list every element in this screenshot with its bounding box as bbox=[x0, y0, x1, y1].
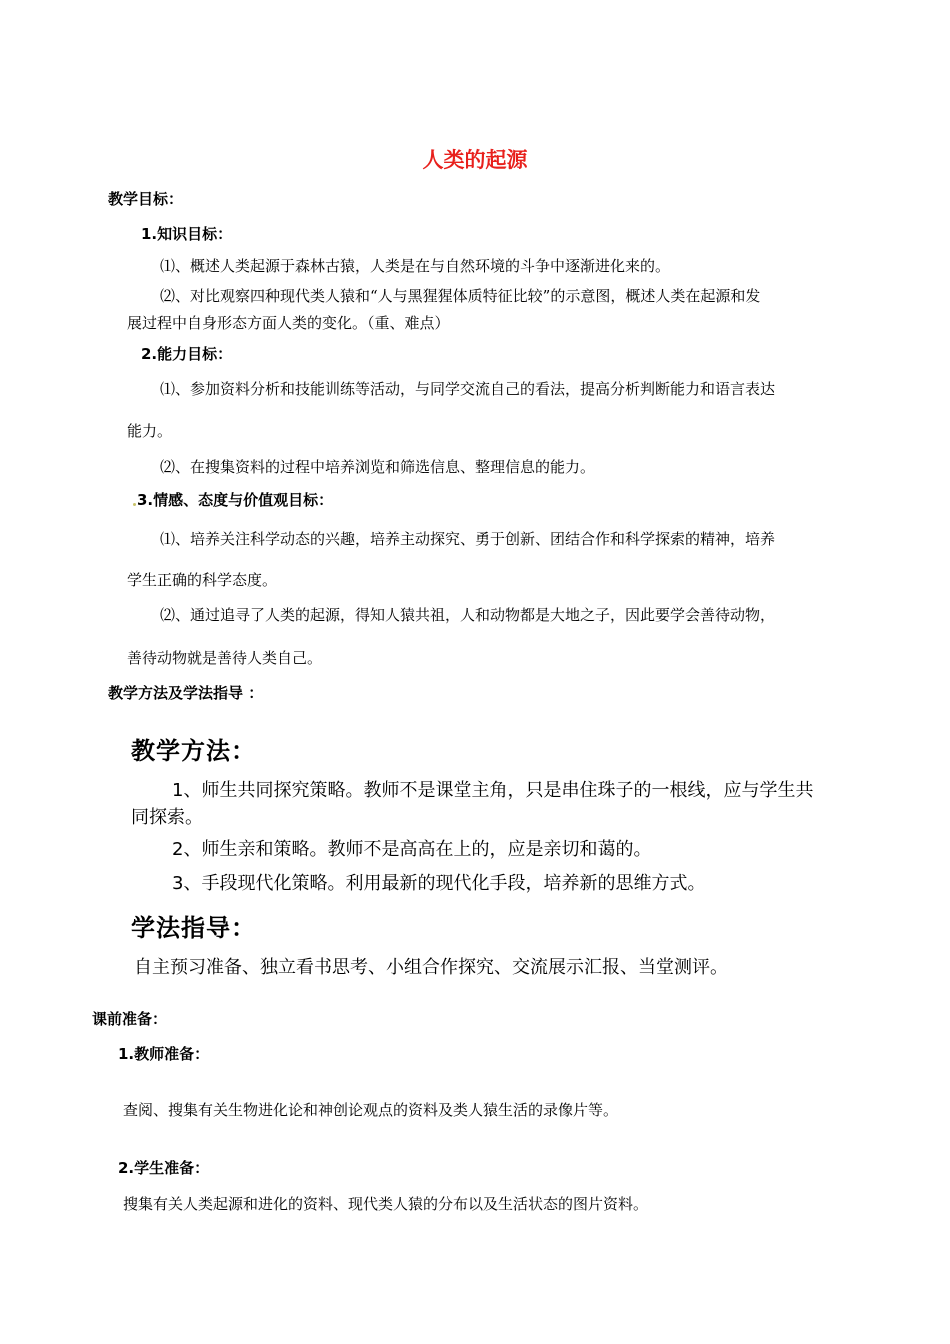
emotion-item-1-line-2: 学生正确的科学态度。 bbox=[127, 571, 278, 589]
study-guidance-text: 自主预习准备、独立看书思考、小组合作探究、交流展示汇报、当堂测评。 bbox=[134, 957, 728, 978]
teacher-prep-heading: 1.教师准备： bbox=[118, 1045, 210, 1063]
knowledge-item-1: ⑴、概述人类起源于森林古猿，人类是在与自然环境的斗争中逐渐进化来的。 bbox=[160, 257, 671, 275]
student-prep-text: 搜集有关人类起源和进化的资料、现代类人猿的分布以及生活状态的图片资料。 bbox=[123, 1195, 649, 1213]
ability-item-1-line-1: ⑴、参加资料分析和技能训练等活动，与同学交流自己的看法，提高分析判断能力和语言表达 bbox=[160, 380, 776, 398]
method-2: 2、师生亲和策略。教师不是高高在上的，应是亲切和蔼的。 bbox=[172, 839, 652, 860]
method-3: 3、手段现代化策略。利用最新的现代化手段，培养新的思维方式。 bbox=[172, 873, 706, 894]
study-guidance-heading: 学法指导： bbox=[131, 914, 256, 942]
emotion-item-1-line-1: ⑴、培养关注科学动态的兴趣，培养主动探究、勇于创新、团结合作和科学探索的精神，培养 bbox=[160, 530, 776, 548]
ability-goals-heading: 2.能力目标： bbox=[141, 345, 233, 363]
method-1-line-1: 1、师生共同探究策略。教师不是课堂主角，只是串住珠子的一根线，应与学生共 bbox=[172, 780, 814, 801]
emotion-goals-heading: 3.情感、态度与价值观目标： bbox=[137, 491, 334, 509]
knowledge-goals-heading: 1.知识目标： bbox=[141, 225, 233, 243]
teaching-methods-heading: 教学方法： bbox=[131, 737, 256, 765]
ability-item-2: ⑵、在搜集资料的过程中培养浏览和筛选信息、整理信息的能力。 bbox=[160, 458, 596, 476]
emotion-item-2-line-2: 善待动物就是善待人类自己。 bbox=[127, 649, 323, 667]
teacher-prep-text: 查阅、搜集有关生物进化论和神创论观点的资料及类人猿生活的录像片等。 bbox=[123, 1101, 619, 1119]
ability-item-1-line-2: 能力。 bbox=[127, 422, 173, 440]
emotion-item-2-line-1: ⑵、通过追寻了人类的起源，得知人猿共祖，人和动物都是大地之子，因此要学会善待动物， bbox=[160, 606, 776, 624]
student-prep-heading: 2.学生准备： bbox=[118, 1159, 210, 1177]
knowledge-item-2-line-1: ⑵、对比观察四种现代类人猿和“人与黑猩猩体质特征比较”的示意图，概述人类在起源和发 bbox=[160, 287, 761, 305]
speck-mark bbox=[133, 503, 136, 506]
teaching-goals-heading: 教学目标： bbox=[108, 190, 184, 208]
prep-heading: 课前准备： bbox=[92, 1010, 168, 1028]
methods-heading: 教学方法及学法指导 ： bbox=[108, 684, 264, 702]
page-title: 人类的起源 bbox=[422, 148, 528, 172]
knowledge-item-2-line-2: 展过程中自身形态方面人类的变化。（重、难点） bbox=[127, 314, 450, 332]
method-1-line-2: 同探索。 bbox=[131, 807, 203, 828]
